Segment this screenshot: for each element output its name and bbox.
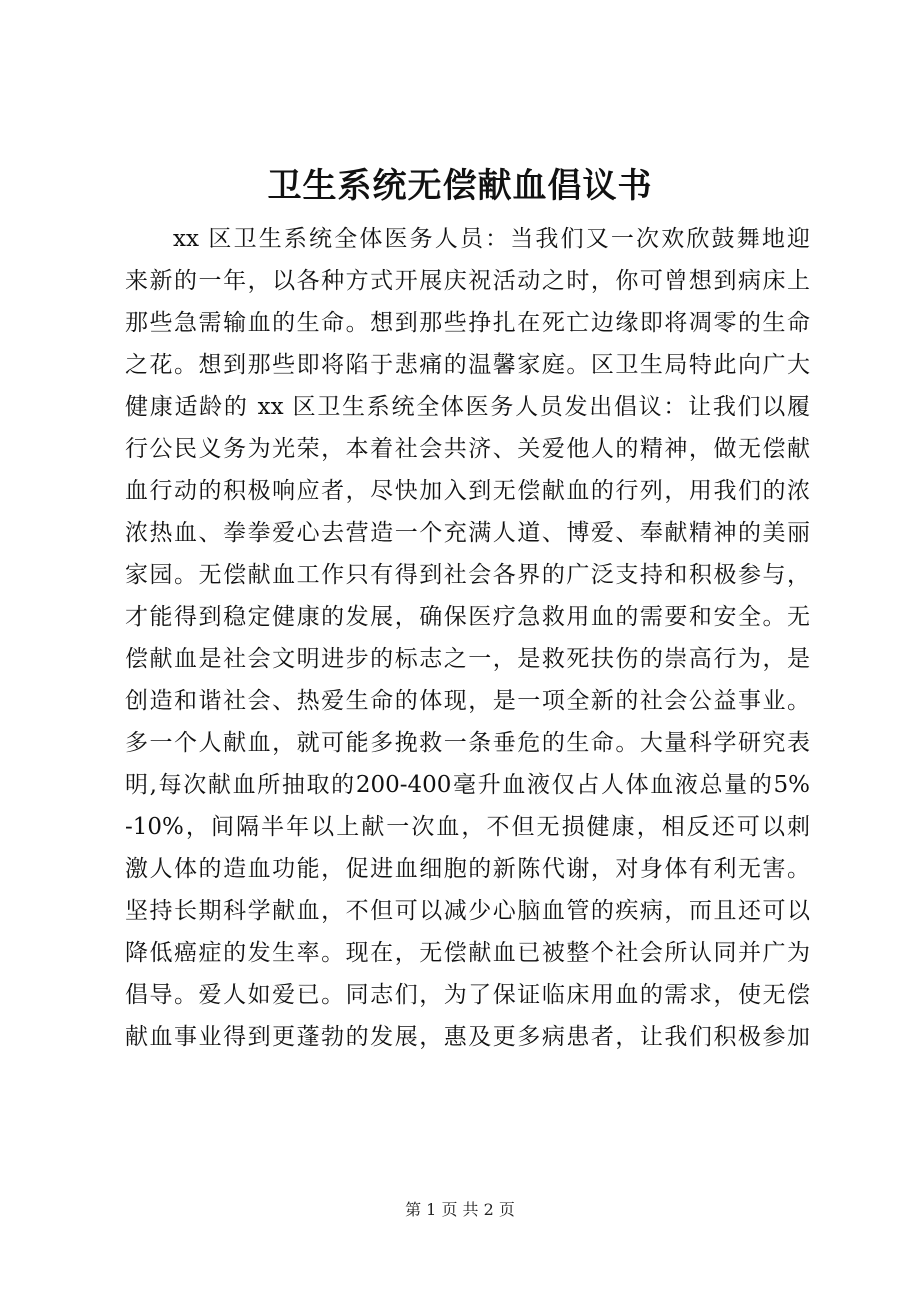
body-line: 来新的一年，以各种方式开展庆祝活动之时，你可曾想到病床上 — [125, 268, 810, 294]
body-line: 明,每次献血所抽取的200-400毫升血液仅占人体血液总量的5% — [125, 772, 810, 798]
body-line: 健康适龄的 xx 区卫生系统全体医务人员发出倡议：让我们以履 — [125, 394, 810, 420]
body-line: 浓热血、拳拳爱心去营造一个充满人道、博爱、奉献精神的美丽 — [125, 520, 810, 546]
body-line: 创造和谐社会、热爱生命的体现，是一项全新的社会公益事业。 — [125, 688, 810, 714]
body-line: xx 区卫生系统全体医务人员：当我们又一次欢欣鼓舞地迎 — [173, 226, 810, 252]
body-line: 血行动的积极响应者，尽快加入到无偿献血的行列，用我们的浓 — [125, 478, 810, 504]
body-line: 激人体的造血功能，促进血细胞的新陈代谢，对身体有利无害。 — [125, 856, 810, 882]
body-line: 倡导。爱人如爱已。同志们，为了保证临床用血的需求，使无偿 — [125, 982, 810, 1008]
body-line: -10%，间隔半年以上献一次血，不但无损健康，相反还可以刺 — [125, 814, 810, 840]
body-line: 家园。无偿献血工作只有得到社会各界的广泛支持和积极参与， — [125, 562, 810, 588]
document-body — [125, 218, 810, 1058]
body-line: 那些急需输血的生命。想到那些挣扎在死亡边缘即将凋零的生命 — [125, 310, 810, 336]
body-line: 才能得到稳定健康的发展，确保医疗急救用血的需要和安全。无 — [125, 604, 810, 630]
page-footer: 第 1 页 共 2 页 — [405, 1200, 515, 1219]
body-line: 之花。想到那些即将陷于悲痛的温馨家庭。区卫生局特此向广大 — [125, 352, 810, 378]
body-line: 偿献血是社会文明进步的标志之一，是救死扶伤的崇高行为，是 — [125, 646, 810, 672]
body-line: 坚持长期科学献血，不但可以减少心脑血管的疾病，而且还可以 — [125, 898, 810, 924]
body-line: 献血事业得到更蓬勃的发展，惠及更多病患者，让我们积极参加 — [125, 1024, 810, 1050]
body-line: 行公民义务为光荣，本着社会共济、关爱他人的精神，做无偿献 — [125, 436, 810, 462]
body-line: 多一个人献血，就可能多挽救一条垂危的生命。大量科学研究表 — [125, 730, 810, 756]
document-title: 卫生系统无偿献血倡议书 — [267, 166, 653, 206]
body-line: 降低癌症的发生率。现在，无偿献血已被整个社会所认同并广为 — [125, 940, 810, 966]
